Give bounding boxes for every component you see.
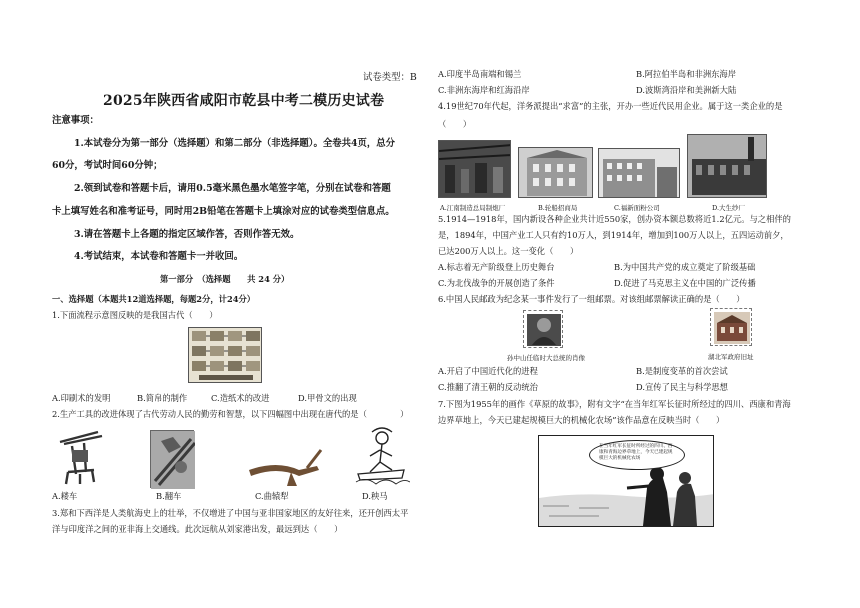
q7-speech-bubble: 在当年红军长征时所经过的四川、西康和青海边界草地上，今天已建起规模巨大的机械化农场 [599, 444, 673, 461]
q6-option-b[interactable]: B.是制度变革的首次尝试 [636, 366, 728, 376]
curved-plough-image [247, 440, 323, 488]
q7-painting-image [538, 435, 714, 527]
rice-horse-image [352, 426, 410, 488]
q5-stem-line2: 是，1894年，中国产业工人只有约10万人，到1914年，增加到100万人以上，五四运动前夕， [438, 230, 789, 240]
q6-option-d[interactable]: D.宣传了民主与科学思想 [636, 382, 728, 392]
stamp-portrait-caption: 孙中山任临时大总统的肖像 [507, 354, 585, 362]
q4-stem-line1: 4.19世纪70年代起，洋务派提出“求富”的主张，开办一些近代民用企业。属于这一类企业的是 [438, 101, 783, 111]
paper-type: 试卷类型：B [363, 72, 417, 83]
q4-caption-a: A.江南制造总局制炮厂 [440, 204, 506, 212]
q5-stem-line3: 已达200万人以上。这一变化（ ） [438, 246, 579, 256]
notes-heading: 注意事项： [52, 115, 99, 126]
stamp-building [710, 308, 752, 346]
q3-option-b[interactable]: B.阿拉伯半岛和非洲东海岸 [636, 69, 737, 79]
q4-photo-d [687, 134, 767, 198]
q2-option-c[interactable]: C.曲辕犁 [255, 491, 289, 501]
note-2b: 卡上填写姓名和准考证号，同时用2B铅笔在答题卡上填涂对应的试卷类型信息点。 [52, 206, 395, 217]
q3-option-a[interactable]: A.印度半岛南端和锡兰 [438, 69, 522, 79]
note-1b: 60分，考试时间60分钟； [52, 160, 163, 171]
q4-caption-b: B.轮船招商局 [538, 204, 578, 212]
q5-stem-line1: 5.1914—1918年，国内新设各种企业共计近550家，创办资本额总数将近1.2亿元。与之相伴的 [438, 214, 791, 224]
q4-caption-c: C.福新面粉公司 [614, 204, 660, 212]
note-4: 4.考试结束，本试卷和答题卡一并收回。 [74, 251, 244, 262]
q7-stem-line2: 边界草地上，今天已建起规模巨大的机械化农场”该作品意在反映当时（ ） [438, 415, 725, 425]
q1-option-c[interactable]: C.造纸术的改进 [211, 393, 270, 403]
q2-stem: 2.生产工具的改进体现了古代劳动人民的勤劳和智慧，以下四幅图中出现在唐代的是（ ） [52, 409, 409, 419]
q1-stem: 1.下面流程示意图反映的是我国古代（ ） [52, 310, 218, 320]
stamp-portrait [523, 310, 563, 348]
q5-option-b[interactable]: B.为中国共产党的成立奠定了阶级基础 [614, 262, 756, 272]
stamp-building-caption: 湖北军政府旧址 [708, 353, 754, 361]
q5-option-c[interactable]: C.为北伐战争的开展创造了条件 [438, 278, 555, 288]
q4-stem-line2: （ ） [438, 119, 472, 129]
q1-flowchart-image [188, 327, 262, 383]
q1-option-b[interactable]: B.简帛的制作 [137, 393, 188, 403]
q4-photo-b [518, 147, 593, 198]
q4-photo-c [598, 148, 680, 198]
chain-pump-image [150, 430, 194, 488]
page-title: 2025年陕西省咸阳市乾县中考二模历史试卷 [103, 93, 385, 109]
q1-option-d[interactable]: D.甲骨文的出现 [298, 393, 357, 403]
note-3: 3.请在答题卡上各题的指定区域作答，否则作答无效。 [74, 229, 300, 240]
seeder-image [54, 428, 108, 488]
q6-stem: 6.中国人民邮政为纪念某一事件发行了一组邮票。对该组邮票解读正确的是（ ） [438, 294, 745, 304]
section-heading: 一、选择题（本题共12道选择题，每题2分，计24分） [52, 294, 256, 304]
q3-option-d[interactable]: D.波斯湾沿岸和美洲新大陆 [636, 85, 737, 95]
q5-option-a[interactable]: A.标志着无产阶级登上历史舞台 [438, 262, 555, 272]
q5-option-d[interactable]: D.促进了马克思主义在中国的广泛传播 [614, 278, 756, 288]
part1-heading: 第一部分 （选择题 共 24 分） [160, 274, 290, 284]
q3-option-c[interactable]: C.非洲东海岸和红海沿岸 [438, 85, 530, 95]
q6-option-a[interactable]: A.开启了中国近代化的进程 [438, 366, 538, 376]
q2-option-a[interactable]: A.耧车 [52, 491, 78, 501]
q6-option-c[interactable]: C.推翻了清王朝的反动统治 [438, 382, 538, 392]
q4-caption-d: D.大生纱厂 [712, 204, 746, 212]
q4-photo-a [438, 140, 511, 198]
q3-stem-line2: 洋与印度洋之间的亚非海上交通线。此次远航从刘家港出发，最远到达（ ） [52, 524, 343, 534]
q2-option-d[interactable]: D.秧马 [362, 491, 388, 501]
q3-stem-line1: 3.郑和下西洋是人类航海史上的壮举，不仅增进了中国与亚非国家地区的友好往来，还开创西太平 [52, 508, 409, 518]
q7-stem-line1: 7.下图为1955年的画作《草原的故事》，附有文字“在当年红军长征时所经过的四川、西康和青海 [438, 399, 791, 409]
q1-option-a[interactable]: A.印刷术的发明 [52, 393, 111, 403]
q2-option-b[interactable]: B.翻车 [156, 491, 182, 501]
note-1a: 1.本试卷分为第一部分（选择题）和第二部分（非选择题）。全卷共4页，总分 [74, 138, 395, 149]
note-2a: 2.领到试卷和答题卡后，请用0.5毫米黑色墨水笔签字笔，分别在试卷和答题 [74, 183, 391, 194]
